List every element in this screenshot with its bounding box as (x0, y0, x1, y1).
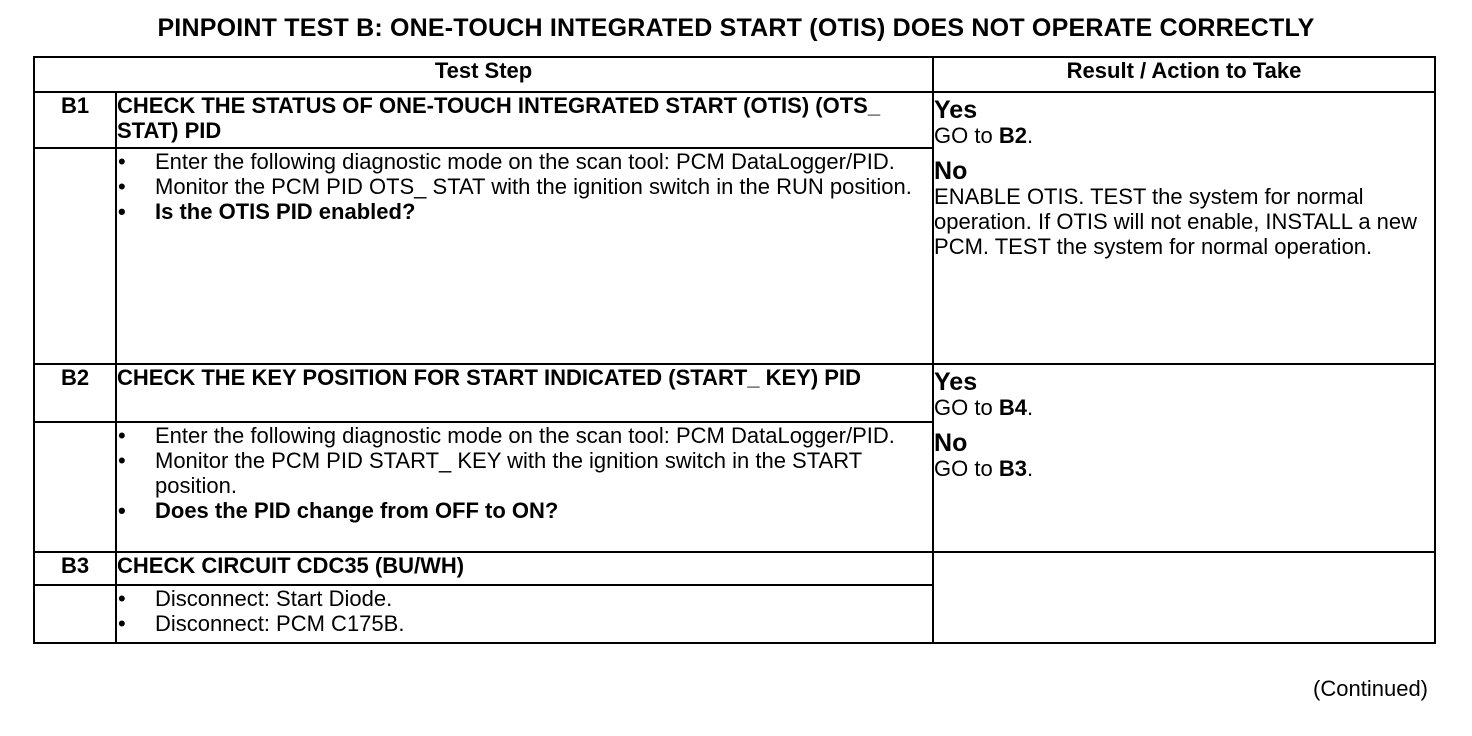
step-id-b3: B3 (34, 552, 116, 585)
step-b3-body (116, 585, 933, 643)
b1-no-action: ENABLE OTIS. TEST the system for normal operation. If OTIS will not enable, INSTALL a new PCM. TEST the system for normal operation. (934, 184, 1418, 259)
step-b2-result (933, 364, 1435, 552)
b2-yes-label: Yes (934, 368, 978, 396)
step-id-b1-spacer (34, 148, 116, 364)
b1-yes-label: Yes (934, 96, 978, 124)
step-b1-title: CHECK THE STATUS OF ONE-TOUCH INTEGRATED START (OTIS) (OTS_ STAT) PID (116, 92, 933, 148)
list-item-question: • Does the PID change from OFF to ON? (117, 498, 932, 523)
b1-no-label: No (934, 157, 968, 185)
b1-yes-suffix: . (1026, 123, 1034, 148)
step-id-b1: B1 (34, 92, 116, 148)
b2-no-suffix: . (1026, 456, 1034, 481)
step-b2-bullets (117, 423, 932, 523)
step-b3-bullets (117, 586, 932, 636)
list-item: • Monitor the PCM PID START_ KEY with the ignition switch in the START position. (117, 448, 932, 498)
b2-no-target: B3 (998, 456, 1027, 481)
list-item: • Disconnect: PCM C175B. (117, 611, 932, 636)
step-b3-title-row (34, 552, 1435, 585)
list-item: • Disconnect: Start Diode. (117, 586, 932, 611)
page-title: PINPOINT TEST B: ONE-TOUCH INTEGRATED START (OTIS) DOES NOT OPERATE CORRECTLY (157, 14, 1315, 42)
table-header-row (34, 57, 1435, 92)
step-id-b2-spacer (34, 422, 116, 552)
test-step-header: Test Step (34, 57, 933, 92)
list-item-question: • Is the OTIS PID enabled? (117, 199, 932, 224)
list-item: • Enter the following diagnostic mode on the scan tool: PCM DataLogger/PID. (117, 149, 932, 174)
step-id-b2: B2 (34, 364, 116, 422)
b1-yes-target: B2 (998, 123, 1027, 148)
step-b1-bullets (117, 149, 932, 224)
step-b2-title-row (34, 364, 1435, 422)
step-b2-body (116, 422, 933, 552)
step-b1-title-row (34, 92, 1435, 148)
b2-yes-suffix: . (1026, 395, 1034, 420)
step-b1-result (933, 92, 1435, 364)
b2-yes-target: B4 (998, 395, 1027, 420)
b2-no-action (934, 456, 1434, 481)
b1-yes-action (934, 123, 1434, 148)
step-id-b3-spacer (34, 585, 116, 643)
pinpoint-test-table (33, 56, 1436, 644)
step-b3-title: CHECK CIRCUIT CDC35 (BU/WH) (116, 552, 933, 585)
b2-yes-prefix: GO to (934, 395, 999, 420)
continued-note: (Continued) (1313, 676, 1428, 701)
step-b3-result (933, 552, 1435, 643)
list-item: • Monitor the PCM PID OTS_ STAT with the ignition switch in the RUN position. (117, 174, 932, 199)
result-header: Result / Action to Take (933, 57, 1435, 92)
b2-no-prefix: GO to (934, 456, 999, 481)
list-item: • Enter the following diagnostic mode on the scan tool: PCM DataLogger/PID. (117, 423, 932, 448)
b2-yes-action (934, 395, 1434, 420)
step-b1-body (116, 148, 933, 364)
b1-yes-prefix: GO to (934, 123, 999, 148)
step-b2-title: CHECK THE KEY POSITION FOR START INDICATED (START_ KEY) PID (116, 364, 933, 422)
b2-no-label: No (934, 429, 968, 457)
